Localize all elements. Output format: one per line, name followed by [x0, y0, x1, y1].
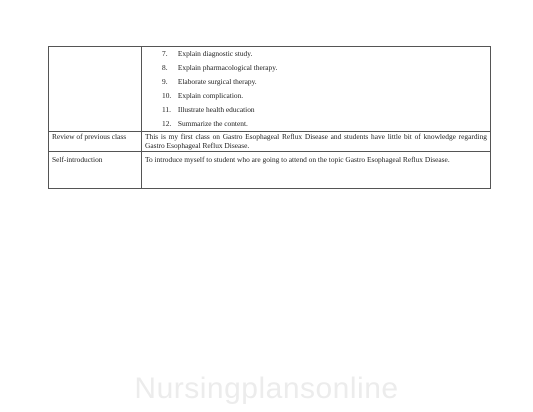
selfintro-label: Self-introduction	[49, 151, 142, 188]
objective-text: Explain pharmacological therapy.	[177, 63, 278, 72]
objectives-label-cell	[49, 47, 142, 132]
objective-item	[145, 117, 487, 131]
objective-item	[145, 103, 487, 117]
objectives-cell	[142, 47, 491, 132]
objective-number: 10.	[162, 91, 172, 100]
objective-number: 8.	[162, 63, 168, 72]
objective-item	[145, 61, 487, 75]
watermark: Nursingplansonline	[134, 372, 399, 405]
selfintro-text: To introduce myself to student who are going to attend on the topic Gastro Esophageal Reflux Disease.	[142, 151, 491, 188]
review-row	[49, 132, 491, 152]
objective-item	[145, 75, 487, 89]
lesson-plan-table	[48, 46, 491, 189]
objective-text: Illustrate health education	[177, 105, 255, 114]
objective-item	[145, 47, 487, 61]
review-label: Review of previous class	[49, 132, 142, 152]
objective-number: 11.	[162, 105, 171, 114]
objective-number: 7.	[162, 49, 168, 58]
objective-text: Summarize the content.	[177, 119, 248, 128]
objective-text: Explain diagnostic study.	[177, 49, 253, 58]
objective-item	[145, 89, 487, 103]
objective-text: Elaborate surgical therapy.	[177, 77, 257, 86]
review-text: This is my first class on Gastro Esophageal Reflux Disease and students have little bit of knowledge regarding Gastro Esophageal Reflux Disease.	[142, 132, 491, 152]
objectives-row	[49, 47, 491, 132]
objective-text: Explain complication.	[177, 91, 244, 100]
objective-number: 9.	[162, 77, 168, 86]
objectives-list	[145, 47, 487, 131]
selfintro-row	[49, 151, 491, 188]
objective-number: 12.	[162, 119, 172, 128]
